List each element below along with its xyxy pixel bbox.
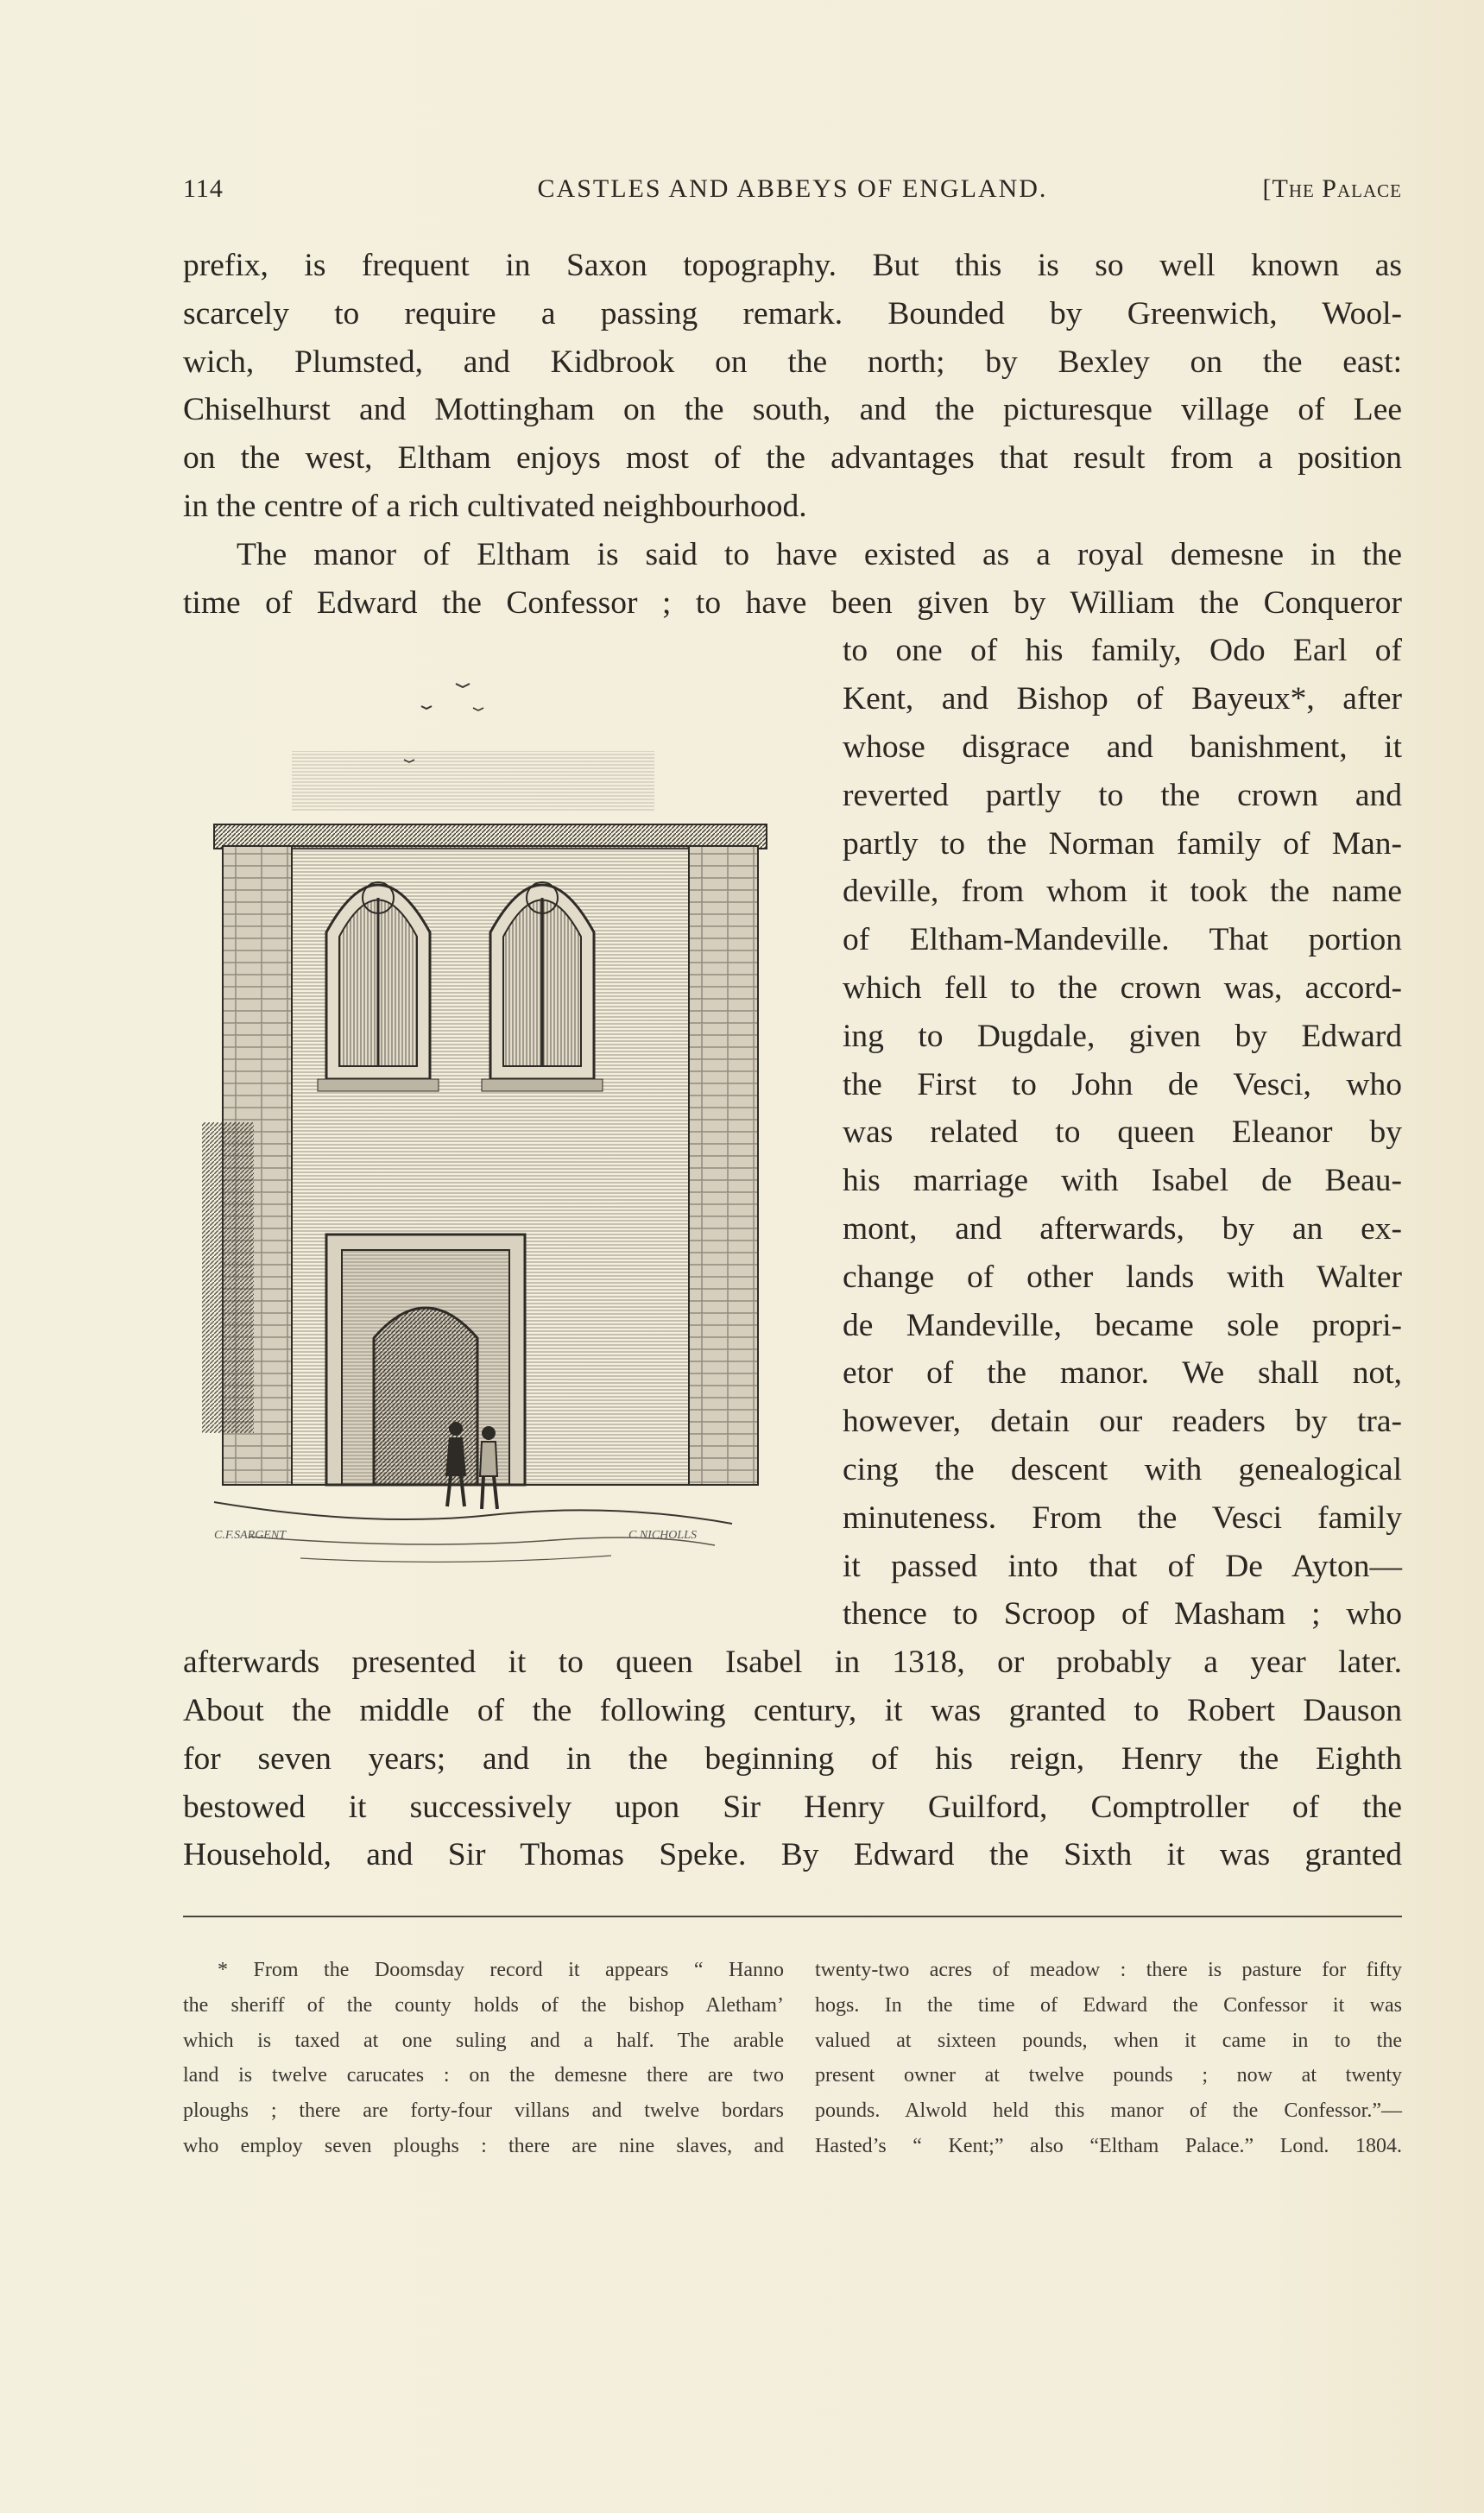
engraver-credit-right: C.NICHOLLS xyxy=(628,1529,697,1542)
text-line: twenty-two acres of meadow : there is pasture for fifty xyxy=(815,1959,1402,1981)
text-line: About the middle of the following century, it was granted to Robert Dauson xyxy=(183,1692,1402,1728)
text-line: reverted partly to the crown and xyxy=(843,777,1402,813)
text-line: for seven years; and in the beginning of his reign, Henry the Eighth xyxy=(183,1740,1402,1777)
text-line: ploughs ; there are forty-four villans and twelve bordars xyxy=(183,2099,784,2123)
page-header xyxy=(183,174,1402,216)
text-line: prefix, is frequent in Saxon topography. But this is so well known as xyxy=(183,248,1402,283)
text-line: on the west, Eltham enjoys most of the advantages that result from a position xyxy=(183,440,1402,477)
text-line: Chiselhurst and Mottingham on the south, and the picturesque village of Lee xyxy=(183,392,1402,428)
text-beside-illustration xyxy=(843,627,1402,1639)
text-line: it passed into that of De Ayton— xyxy=(843,1548,1402,1584)
text-line: hogs. In the time of Edward the Confessor it was xyxy=(815,1993,1402,2017)
text-line: bestowed it successively upon Sir Henry Guilford, Comptroller of the xyxy=(183,1789,1402,1825)
text-line: his marriage with Isabel de Beau- xyxy=(843,1163,1402,1199)
footnote-right-column xyxy=(815,1953,1402,2164)
text-line: ing to Dugdale, given by Edward xyxy=(843,1018,1402,1054)
text-line: thence to Scroop of Masham ; who xyxy=(843,1596,1402,1632)
text-line: of Eltham-Mandeville. That portion xyxy=(843,922,1402,958)
text-line: pounds. Alwold held this manor of the Confessor.”— xyxy=(815,2099,1402,2123)
text-line: which fell to the crown was, accord- xyxy=(843,969,1402,1006)
book-title: CASTLES AND ABBEYS OF ENGLAND. xyxy=(537,174,1048,203)
text-line: The manor of Eltham is said to have existed as a royal demesne in the xyxy=(237,536,1402,572)
text-line: whose disgrace and banishment, it xyxy=(843,729,1402,765)
text-line: valued at sixteen pounds, when it came in to the xyxy=(815,2029,1402,2052)
text-line: Kent, and Bishop of Bayeux*, after xyxy=(843,681,1402,717)
text-line: was related to queen Eleanor by xyxy=(843,1114,1402,1151)
text-line: scarcely to require a passing remark. Bounded by Greenwich, Wool- xyxy=(183,295,1402,331)
text-line: deville, from whom it took the name xyxy=(843,874,1402,910)
text-line: change of other lands with Walter xyxy=(843,1259,1402,1295)
running-head: [The Palace xyxy=(1262,174,1402,203)
text-line: however, detain our readers by tra- xyxy=(843,1404,1402,1440)
text-line: wich, Plumsted, and Kidbrook on the north; by Bexley on the east: xyxy=(183,344,1402,380)
text-line: partly to the Norman family of Man- xyxy=(843,825,1402,862)
footnote-left-column xyxy=(183,1953,784,2164)
top-paragraphs xyxy=(183,242,1402,627)
text-line: * From the Doomsday record it appears “ Hanno xyxy=(218,1959,784,1981)
text-line: land is twelve carucates : on the demesne there are two xyxy=(183,2064,784,2087)
text-line: who employ seven ploughs : there are nine slaves, and xyxy=(183,2134,784,2157)
text-line: de Mandeville, became sole propri- xyxy=(843,1307,1402,1343)
text-line: mont, and afterwards, by an ex- xyxy=(843,1210,1402,1247)
text-line: cing the descent with genealogical xyxy=(843,1451,1402,1487)
text-line: the sheriff of the county holds of the bishop Aletham’ xyxy=(183,1993,784,2017)
text-line: Hasted’s “ Kent;” also “Eltham Palace.” Lond. 1804. xyxy=(815,2134,1402,2157)
text-line: minuteness. From the Vesci family xyxy=(843,1500,1402,1536)
text-line: which is taxed at one suling and a half. The arable xyxy=(183,2029,784,2052)
engraver-credit-left: C.F.SARGENT xyxy=(214,1529,286,1542)
text-line: afterwards presented it to queen Isabel in 1318, or probably a year later. xyxy=(183,1645,1402,1681)
text-line: to one of his family, Odo Earl of xyxy=(843,633,1402,669)
page-number: 114 xyxy=(183,174,224,203)
bottom-paragraph xyxy=(183,1639,1402,1879)
text-line: in the centre of a rich cultivated neighbourhood. xyxy=(183,488,807,524)
footnote-rule xyxy=(183,1916,1402,1917)
text-line: etor of the manor. We shall not, xyxy=(843,1355,1402,1392)
text-line: present owner at twelve pounds ; now at twenty xyxy=(815,2064,1402,2087)
text-line: time of Edward the Confessor ; to have been given by William the Conqueror xyxy=(183,584,1402,621)
eltham-palace-engraving xyxy=(197,673,777,1606)
text-line: the First to John de Vesci, who xyxy=(843,1066,1402,1102)
text-line: Household, and Sir Thomas Speke. By Edward the Sixth it was granted xyxy=(183,1837,1402,1873)
